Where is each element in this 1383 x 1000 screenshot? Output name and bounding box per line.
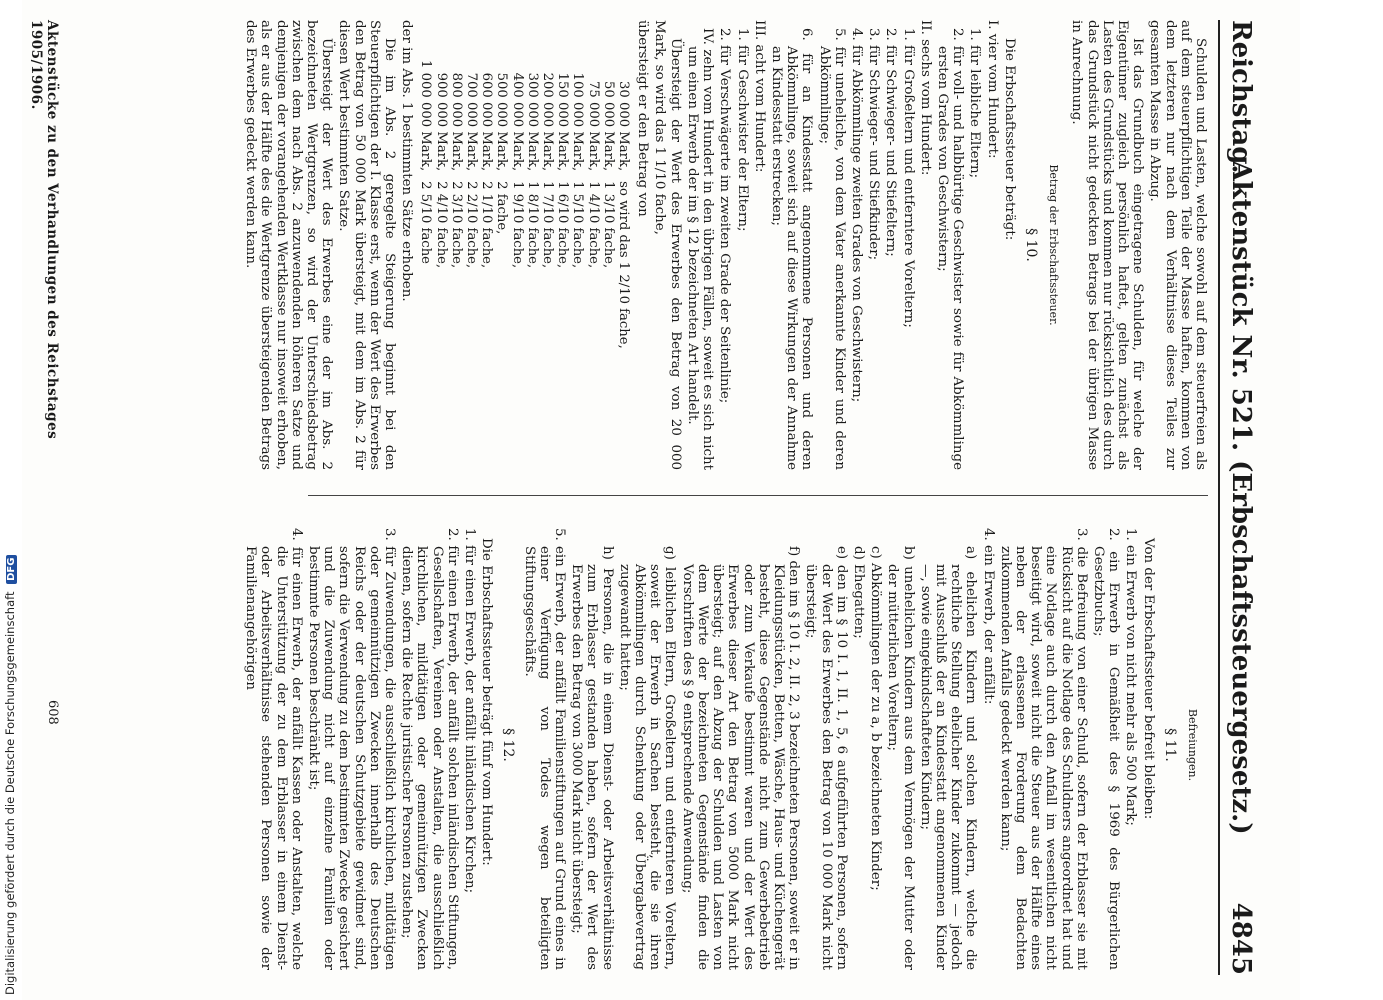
list-item: IV. zehn vom Hundert in den übrigen Fällen, soweit es sich nicht um einen Erwerb der im § 12 bezeichneten Art handelt. [684, 28, 716, 470]
list-item: 1. für Geschwister der Eltern; [734, 28, 750, 232]
paragraph: Übersteigt der Wert des Erwerbes den Betrag von 20 000 Mark, so wird das 1 1/10 fache, [652, 20, 683, 470]
rate-value: 2 5/10 fache [418, 181, 434, 264]
table-row [433, 60, 448, 359]
funding-note [3, 555, 17, 995]
rate-value: 1 9/10 fache, [509, 181, 525, 269]
list-item: 4. für Abkömmlinge zweiten Grades von Geschwistern; [848, 28, 864, 403]
footer-page-number: 608 [45, 700, 60, 725]
rate-value: 1 4/10 fache, [585, 181, 601, 269]
rate-amount: 1 000 000 Mark, [418, 60, 434, 172]
header-title: Reichstag. [1226, 20, 1256, 174]
rate-table [418, 60, 631, 359]
dfg-logo: DFG [6, 555, 17, 584]
paragraph: Die Erbschaftssteuer beträgt fünf vom Hundert: [479, 538, 495, 866]
rate-value: 1 3/10 fache, [600, 181, 616, 269]
rate-amount: 700 000 Mark, [464, 72, 480, 172]
funding-note-text: Digitalisierung gefördert durch die Deutsche Forschungsgemeinschaft [3, 591, 17, 995]
list-sub-item: a) ehelichen Kindern und solchen Kindern, welche die rechtliche Stellung ehelicher Kinder zukommt — jedoch mit Ausschluß der an Kindesstatt angenommenen Kinder —, sowie eingekindschafteten Kindern; [917, 546, 979, 970]
table-row [570, 60, 585, 359]
list-item: 5. ein Erwerb, der anfällt Familienstiftungen auf Grund eines in einer Verfügung von Todes wegen beteiligten Stiftungsgeschäfts. [521, 528, 568, 970]
list-item: 1. für Großeltern und entferntere Voreltern; [900, 28, 916, 328]
rate-value: 2 1/10 fache, [479, 181, 495, 269]
list-item: 2. ein Erwerb in Gemäßheit des § 1969 des Bürgerlichen Gesetzbuchs; [1090, 528, 1122, 970]
column-divider [308, 495, 1208, 496]
list-heading: I. vier vom Hundert: [984, 20, 1000, 159]
table-row [449, 60, 464, 359]
rate-value: 1 6/10 fache, [555, 181, 571, 269]
rate-value: 2 3/10 fache, [448, 181, 464, 269]
list-heading: II. sechs vom Hundert: [917, 20, 933, 176]
section-number: § 10. [1022, 228, 1039, 262]
rate-amount: 50 000 Mark, [600, 80, 616, 172]
left-column [108, 20, 1208, 470]
list-heading: III. acht vom Hundert: [751, 20, 767, 173]
list-item: 4. für einen Erwerb, der anfällt Kassen oder Anstalten, welche die Unterstützung der zu dem Erblasser in einem Dienst- oder Arbeitsverhältnisse stehenden Personen sowie der Familienangehörigen [243, 528, 304, 970]
rate-amount: 30 000 Mark, [616, 80, 632, 172]
margin-strip [0, 0, 22, 1000]
table-row [494, 60, 509, 359]
list-sub-item: f) den im § 10 I. 2, II. 2, 3 bezeichneten Personen, soweit er in Kleidungsstücken, Betten, Wäsche, Haus- und Küchengerät besteht, diese Gegenstände nicht zum Gewerbebetrieb oder zum Verkaufe bestimmt waren und der Wert des Erwerbes dieser Art den Betrag von 5000 Mark nicht übersteigt; auf den Abzug der Schulden und Lasten von dem Werte der bezeichneten Gegenstände finden die Vorschriften des § 9 entsprechende Anwendung; [679, 546, 802, 970]
section-number: § 11. [1161, 728, 1178, 762]
page-header [1218, 20, 1260, 975]
list-item: 2. für voll- und halbbürtige Geschwister sowie für Abkömmlinge ersten Grades von Geschwistern; [934, 28, 966, 470]
rate-value: so wird das 1 2/10 fache, [616, 181, 632, 349]
table-row [464, 60, 479, 359]
list-item: 3. für Zuwendungen, die ausschließlich kirchlichen, mildtätigen oder gemeinnützigen Zwecken innerhalb des Deutschen Reichs oder der deutschen Schutzgebiete gewidmet sind, sofern die Verwendung zu dem bestimmten Zwecke gesichert und die Zuwendung nicht auf einzelne Familien oder bestimmte Personen beschränkt ist; [306, 528, 398, 970]
footer-source: Aktenstücke zu den Verhandlungen des Reichstages 1905/1906. [28, 20, 60, 440]
rate-amount: 600 000 Mark, [479, 72, 495, 172]
paragraph: Die im Abs. 2 geregelte Steigerung beginnt bei den Steuerpflichtigen der I. Klasse erst, wenn der Wert des Erwerbes den Betrag von 50 000 Mark übersteigt, mit dem im Abs. 2 für diesen Wert bestimmten Satze. [336, 20, 398, 470]
rate-value: 2 4/10 fache, [433, 181, 449, 269]
header-document-title: Aktenstück Nr. 521. (Erbschaftssteuergesetz.) [1226, 160, 1256, 835]
list-item: 4. ein Erwerb, der anfällt: [980, 528, 996, 705]
header-page-number: 4845 [1226, 902, 1256, 975]
rate-value: 2 2/10 fache, [464, 181, 480, 269]
rate-amount: 100 000 Mark, [570, 72, 586, 172]
table-row [525, 60, 540, 359]
rate-value: 1 7/10 fache, [540, 181, 556, 269]
section-caption: Befreiungen. [1186, 708, 1199, 782]
paragraph: Die Erbschaftssteuer beträgt: [1001, 38, 1017, 241]
paragraph: Ist das Grundbuch eingetragene Schulden, für welche der Eigentümer zugleich persönlich haftet, gelten zunächst als Lasten des Grundstücks und kommen nur rücksichtlich des durch das Grundstück nicht gedeckten Betrags bei der übrigen Masse in Anrechnung. [1069, 20, 1146, 470]
right-column [108, 520, 1208, 970]
table-row [418, 60, 433, 359]
paragraph: Schulden und Lasten, welche sowohl auf dem steuerfreien als auf dem steuerpflichtigen Teile der Masse haften, kommen von dem letzteren nur nach dem Verhältnisse dieses Teiles zur gesamten Masse in Abzug. [1147, 20, 1208, 470]
list-item: 3. für Schwieger- und Stiefkinder; [866, 28, 882, 261]
paragraph: übersteigt er den Betrag von [635, 20, 651, 217]
rate-amount: 75 000 Mark, [585, 80, 601, 172]
list-item: 2. für Schwieger- und Stiefeltern; [883, 28, 899, 257]
list-sub-item: c) Abkömmlingen der zu a, b bezeichneten Kinder; [868, 546, 884, 891]
table-row [601, 60, 616, 359]
table-row [616, 60, 631, 359]
section-number: § 12. [500, 728, 517, 762]
list-item: 3. die Befreiung von einer Schuld, sofern der Erblasser sie mit Rücksicht auf die Notlage des Schuldners angeordnet hat und eine Notlage auch durch den Anfall im wesentlichen nicht beseitigt wird, soweit nicht die Steuer aus der Hälfte eines neben der erlassenen Forderung dem Bedachten zukommenden Anfalls gedeckt werden kann; [997, 528, 1089, 970]
paragraph: Von der Erbschaftssteuer befreit bleiben: [1140, 538, 1156, 820]
table-row [509, 60, 524, 359]
section-caption: Betrag der Erbschaftssteuer. [1047, 164, 1061, 326]
rate-amount: 150 000 Mark, [555, 72, 571, 172]
rate-value: 1 5/10 fache, [570, 181, 586, 269]
rate-amount: 400 000 Mark, [509, 72, 525, 172]
rate-value: 1 8/10 fache, [524, 181, 540, 269]
table-row [540, 60, 555, 359]
table-row [555, 60, 570, 359]
rate-amount: 500 000 Mark, [494, 72, 510, 172]
list-item: 5. für uneheliche, von dem Vater anerkannte Kinder und deren Abkömmlinge; [816, 28, 847, 470]
list-item: 1. für einen Erwerb, der anfällt inländischen Kirchen; [462, 528, 478, 894]
paragraph: der im Abs. 1 bestimmten Sätze erhoben. [399, 20, 415, 302]
list-sub-item: e) den im § 10 I. 1, II. 1, 5, 6 aufgeführten Personen, sofern der Wert des Erwerbes den Betrag von 10 000 Mark nicht übersteigt; [803, 546, 849, 970]
list-item: 1. für leibliche Eltern; [967, 28, 983, 179]
rate-amount: 900 000 Mark, [433, 72, 449, 172]
table-row [585, 60, 600, 359]
list-item: 6. für an Kindesstatt angenommene Personen und deren Abkömmlinge, soweit sich auf diese Wirkungen der Annahme an Kindesstatt erstrecken; [768, 28, 815, 470]
list-sub-item: d) Ehegatten; [850, 546, 866, 639]
table-row [479, 60, 494, 359]
list-sub-item: h) Personen, die in einem Dienst- oder Arbeitsverhältnisse zum Erblasser gestanden haben, sofern der Wert des Erwerbes den Betrag von 3000 Mark nicht übersteigt; [569, 546, 615, 970]
paragraph: Übersteigt der Wert des Erwerbes eine der im Abs. 2 bezeichneten Wertgrenzen, so wird der Unterschiedsbetrag zwischen dem nach Abs. 2 anzuwendenden höheren Satze und demjenigen der vorangehenden Wertklasse nur insoweit erhoben, als er aus der Hälfte des die Wertgrenze übersteigenden Betrags des Erwerbes gedeckt werden kann. [243, 20, 335, 470]
list-sub-item: b) unehelichen Kindern aus dem Vermögen der Mutter oder der mütterlichen Voreltern; [885, 546, 916, 970]
list-item: 2. für Verschwägerte im zweiten Grade der Seitenlinie; [717, 28, 733, 404]
rate-amount: 300 000 Mark, [524, 72, 540, 172]
list-item: 2. für einen Erwerb, der anfällt solchen inländischen Stiftungen, Gesellschaften, Vereinen oder Anstalten, die ausschließlich kirchlichen, mildtätigen oder gemeinnützigen Zwecken dienen, sofern die Rechte juristischer Personen zustehen; [399, 528, 460, 970]
list-item: 1. ein Erwerb von nicht mehr als 500 Mark; [1123, 528, 1139, 826]
list-sub-item: g) leiblichen Eltern, Großeltern und entfernteren Voreltern, soweit der Erwerb in Sachen besteht, die sie ihren Abkömmlingen durch Schenkung oder Übergabevertrag zugewandt hatten; [616, 546, 678, 970]
rate-value: 2 fache, [494, 181, 510, 235]
rate-amount: 800 000 Mark, [448, 72, 464, 172]
rate-amount: 200 000 Mark, [540, 72, 556, 172]
